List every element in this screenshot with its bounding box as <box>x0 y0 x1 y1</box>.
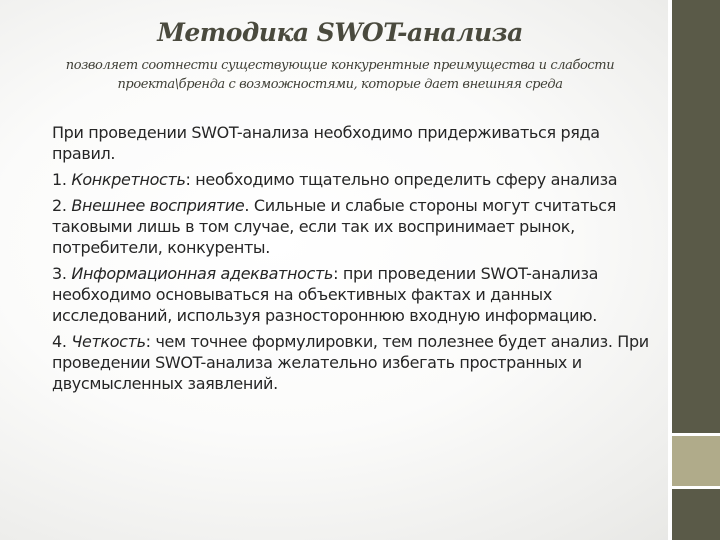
intro-paragraph: При проведении SWOT-анализа необходимо придерживаться ряда правил. <box>52 123 600 163</box>
rule-text: . Сильные и слабые стороны могут считаться таковыми лишь в том случае, если так их воспринимает рынок, потребители, конкуренты. <box>52 196 616 257</box>
rule-term: Конкретность <box>71 170 186 189</box>
rule-text: : необходимо тщательно определить сферу анализа <box>185 170 618 189</box>
rule-number: 1. <box>52 170 67 189</box>
rule-term: Четкость <box>71 332 146 351</box>
sidebar-segment-dark-top <box>672 0 720 433</box>
rule-number: 4. <box>52 332 67 351</box>
slide-body <box>52 122 652 399</box>
rule-item-3 <box>52 263 652 326</box>
slide-subtitle: позволяет соотнести существующие конкурентные преимущества и слабости проекта\бренда с возможностями, которые дает внешняя среда <box>65 58 615 92</box>
sidebar-segment-accent <box>672 436 720 486</box>
rule-item-4 <box>52 331 652 394</box>
rule-item-2 <box>52 195 652 258</box>
rule-item-1 <box>52 169 652 190</box>
rule-term: Внешнее восприятие <box>71 196 245 215</box>
rule-number: 2. <box>52 196 67 215</box>
slide-title: Методика SWOT-анализа <box>157 18 523 47</box>
decorative-sidebar <box>668 0 720 540</box>
sidebar-segment-dark-bottom <box>672 489 720 540</box>
rule-text: : чем точнее формулировки, тем полезнее будет анализ. При проведении SWOT-анализа желательно избегать пространных и двусмысленных заявлений. <box>52 332 649 393</box>
rule-number: 3. <box>52 264 67 283</box>
rule-text: : при проведении SWOT-анализа необходимо основываться на объективных фактах и данных исследований, используя разностороннюю входную информацию. <box>52 264 599 325</box>
rule-term: Информационная адекватность <box>71 264 334 283</box>
